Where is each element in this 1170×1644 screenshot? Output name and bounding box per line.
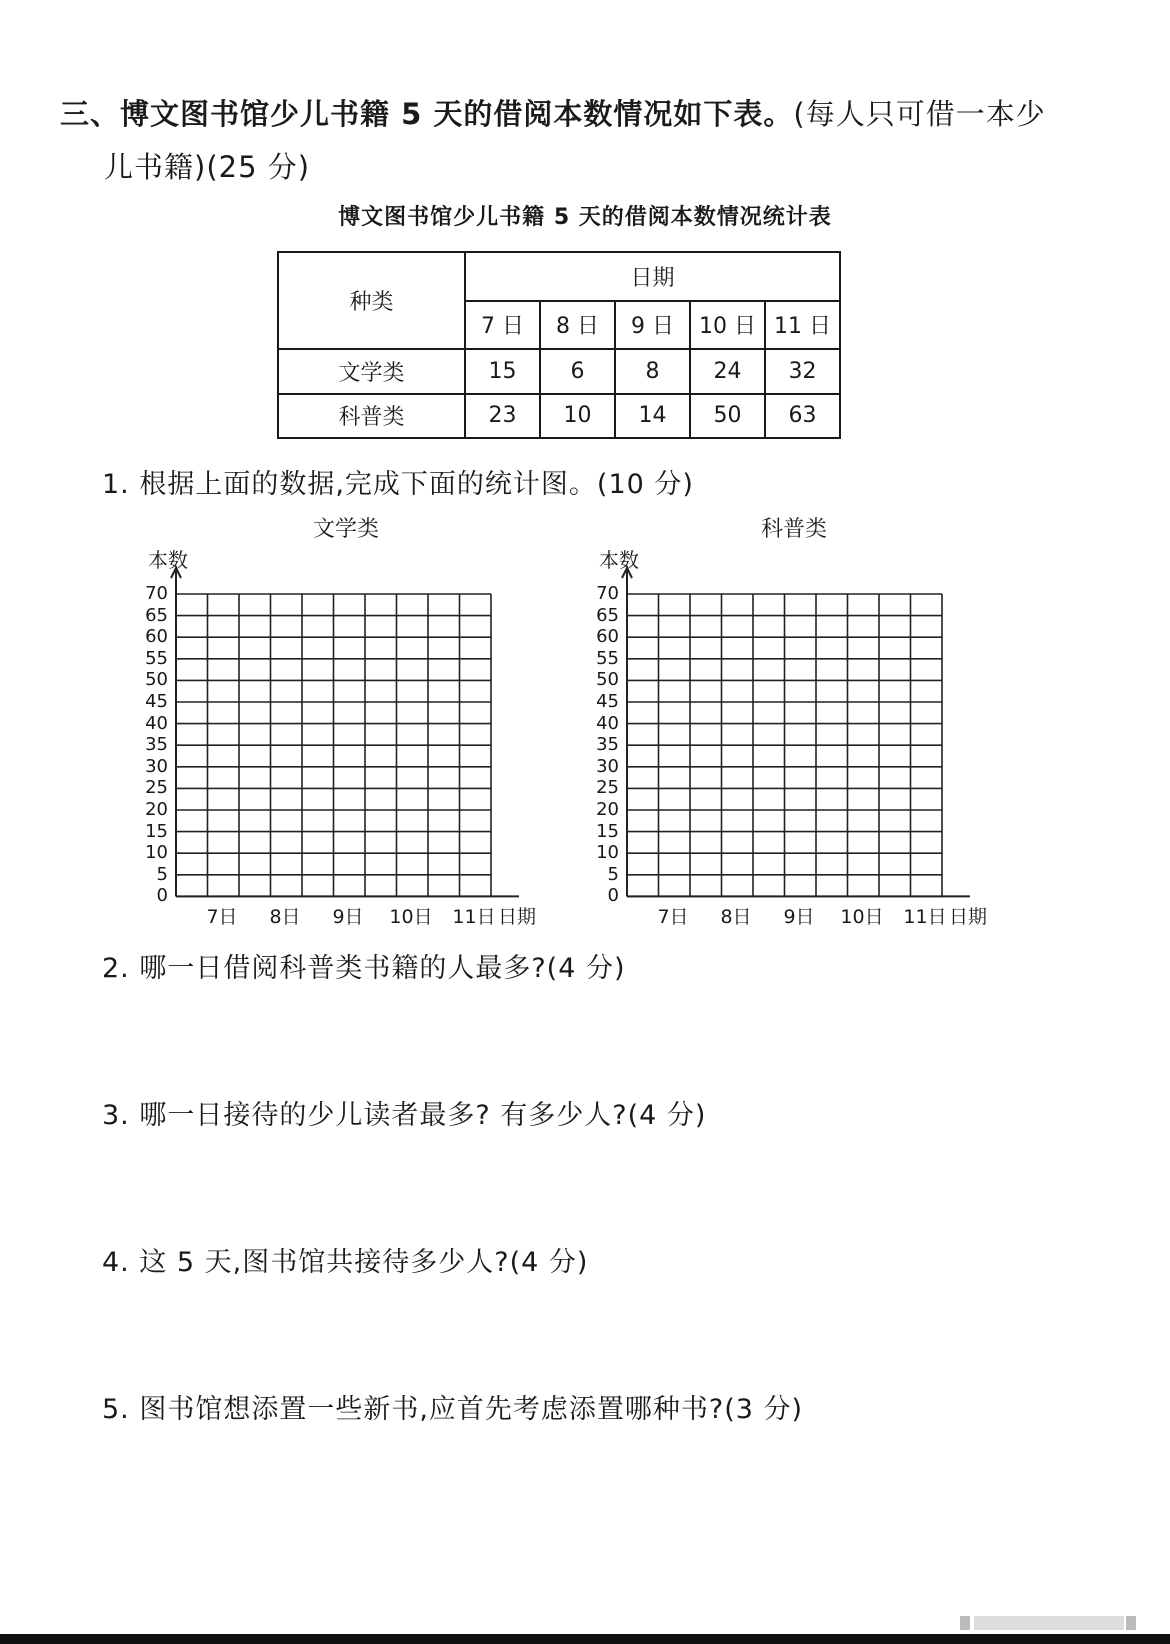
nav-bar-icon <box>960 1615 1140 1629</box>
x-tick-label: 10日 <box>389 906 433 929</box>
x-tick-label: 8日 <box>269 906 301 929</box>
y-tick-label: 0 <box>607 885 619 907</box>
y-tick-label: 25 <box>145 777 168 799</box>
section-heading-note: (每人只可借一本少 <box>793 97 1046 131</box>
x-tick-label: 9日 <box>332 906 364 929</box>
section-heading-main: 三、博文图书馆少儿书籍 5 天的借阅本数情况如下表。 <box>60 97 794 131</box>
y-tick-label: 45 <box>596 691 619 712</box>
section-heading-line2: 儿书籍)(25 分) <box>104 150 311 184</box>
y-tick-label: 25 <box>596 777 619 799</box>
y-tick-label: 10 <box>596 842 619 864</box>
y-tick-label: 15 <box>596 820 619 842</box>
x-axis-label: 日期 <box>498 906 537 929</box>
y-tick-label: 70 <box>596 583 619 604</box>
question-5: 5. 图书馆想添置一些新书,应首先考虑添置哪种书?(3 分) <box>102 1394 804 1425</box>
table-cell: 32 <box>765 349 840 393</box>
question-4: 4. 这 5 天,图书馆共接待多少人?(4 分) <box>102 1247 589 1278</box>
chart-title: 科普类 <box>760 517 827 542</box>
table-cell: 15 <box>465 349 540 393</box>
y-tick-label: 50 <box>596 669 619 691</box>
table-cell: 50 <box>690 394 765 439</box>
y-tick-label: 60 <box>145 626 168 648</box>
table-cell: 14 <box>615 394 690 439</box>
question-3: 3. 哪一日接待的少儿读者最多? 有多少人?(4 分) <box>102 1100 707 1131</box>
y-tick-label: 30 <box>145 755 168 777</box>
y-tick-label: 55 <box>145 647 168 669</box>
y-tick-label: 35 <box>145 734 168 756</box>
table-cell: 10 <box>540 394 615 439</box>
y-tick-label: 40 <box>596 712 619 734</box>
y-tick-label: 45 <box>145 691 168 712</box>
x-tick-label: 9日 <box>783 906 815 929</box>
table-cell: 63 <box>765 394 840 439</box>
question-2: 2. 哪一日借阅科普类书籍的人最多?(4 分) <box>102 953 626 984</box>
y-tick-label: 35 <box>596 734 619 756</box>
table-cell: 8 <box>615 349 690 393</box>
question-1: 1. 根据上面的数据,完成下面的统计图。(10 分) <box>102 469 694 500</box>
x-tick-label: 10日 <box>840 906 884 929</box>
y-tick-label: 15 <box>145 820 168 842</box>
y-tick-label: 5 <box>607 863 619 885</box>
table-title: 博文图书馆少儿书籍 5 天的借阅本数情况统计表 <box>338 205 832 230</box>
y-tick-label: 40 <box>145 712 168 734</box>
y-tick-label: 10 <box>145 842 168 864</box>
y-tick-label: 20 <box>596 799 619 820</box>
x-tick-label: 11日 <box>903 906 947 929</box>
bars-icon <box>960 1616 1140 1630</box>
x-tick-label: 7日 <box>657 906 689 929</box>
table-row-label: 科普类 <box>278 394 465 439</box>
y-tick-label: 55 <box>596 647 619 669</box>
y-tick-label: 30 <box>596 755 619 777</box>
y-tick-label: 5 <box>156 863 168 885</box>
table-col-header: 7 日 <box>465 301 540 350</box>
table-cell: 23 <box>465 394 540 439</box>
y-tick-label: 0 <box>156 885 168 907</box>
y-axis-label: 本数 <box>599 548 639 572</box>
chart-title: 文学类 <box>312 517 379 542</box>
y-tick-label: 70 <box>145 583 168 604</box>
table-cell: 6 <box>540 349 615 393</box>
y-tick-label: 65 <box>596 604 619 626</box>
y-tick-label: 65 <box>145 604 168 626</box>
x-tick-label: 8日 <box>720 906 752 929</box>
table-date-header: 日期 <box>465 252 840 301</box>
y-axis-label: 本数 <box>148 548 188 572</box>
table-col-header: 10 日 <box>690 301 765 350</box>
table-col-header: 8 日 <box>540 301 615 350</box>
table-col-header: 9 日 <box>615 301 690 350</box>
table-cell: 24 <box>690 349 765 393</box>
table-row-label: 文学类 <box>278 349 465 393</box>
x-axis-label: 日期 <box>949 906 988 929</box>
y-tick-label: 60 <box>596 626 619 648</box>
y-tick-label: 20 <box>145 799 168 820</box>
x-tick-label: 7日 <box>206 906 238 929</box>
bottom-bar <box>0 1634 1170 1644</box>
table-col-header: 11 日 <box>765 301 840 350</box>
y-tick-label: 50 <box>145 669 168 691</box>
table-corner-label: 种类 <box>278 252 465 349</box>
x-tick-label: 11日 <box>452 906 496 929</box>
